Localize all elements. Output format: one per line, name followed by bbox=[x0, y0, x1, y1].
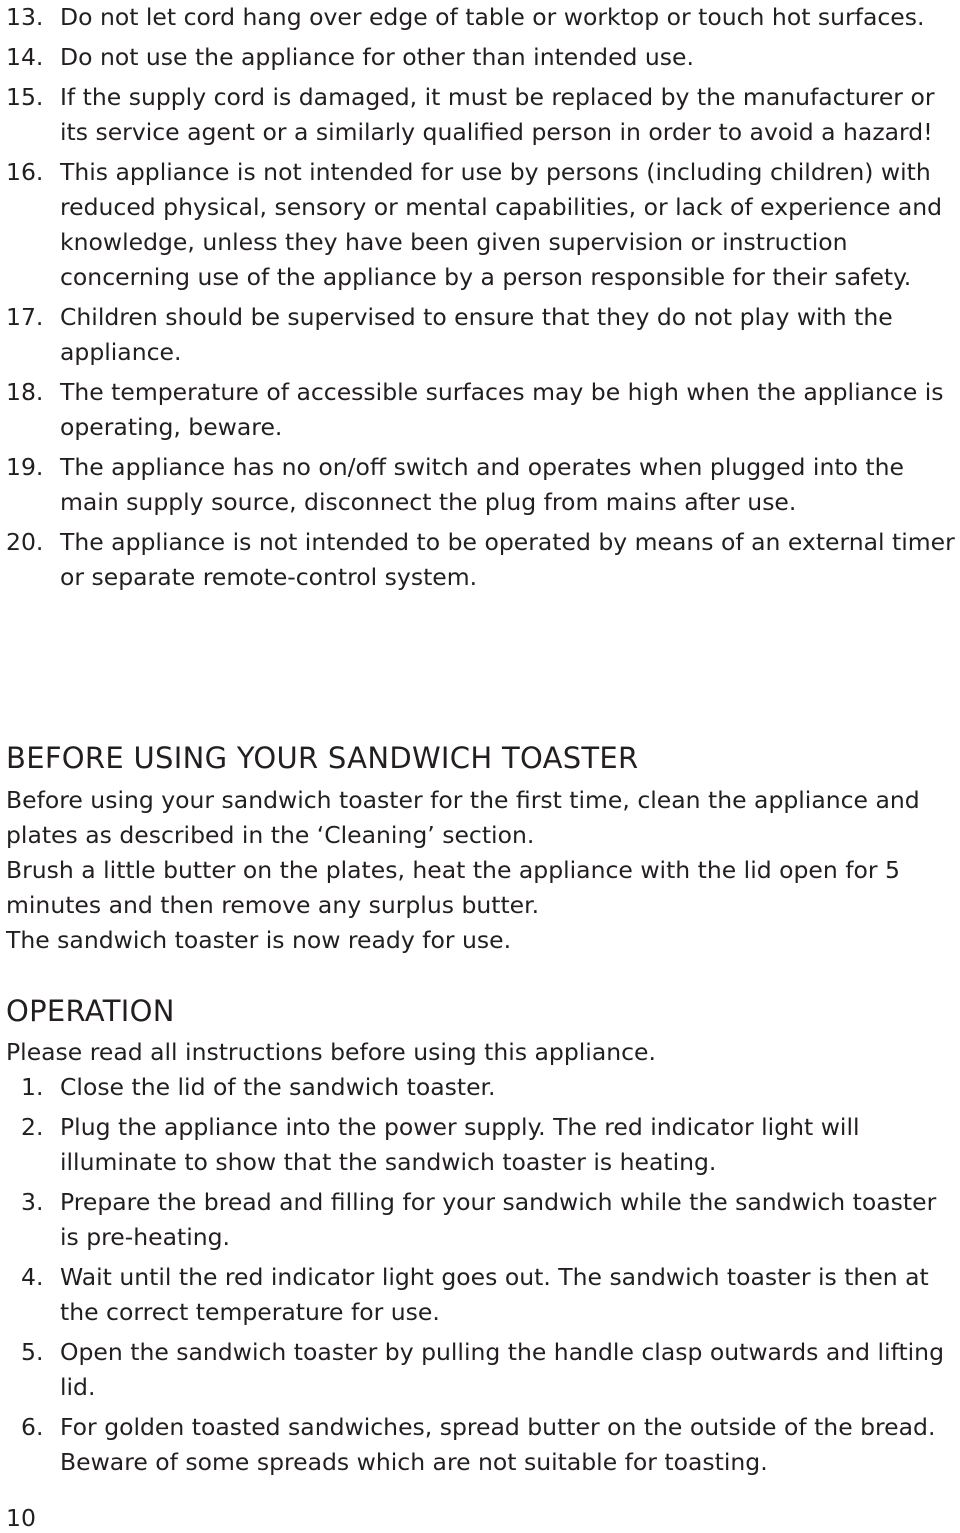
item-text: If the supply cord is damaged, it must be replaced by the manufacturer or its service agent or a similarly qualified person in order to avoid a hazard! bbox=[60, 83, 935, 146]
item-number: 15. bbox=[6, 83, 44, 111]
step-number: 5. bbox=[21, 1338, 44, 1366]
list-item bbox=[6, 155, 956, 295]
before-using-section bbox=[6, 783, 956, 958]
list-item bbox=[6, 525, 956, 595]
item-number: 19. bbox=[6, 453, 44, 481]
item-text: Do not use the appliance for other than intended use. bbox=[60, 43, 694, 71]
item-text: Do not let cord hang over edge of table or worktop or touch hot surfaces. bbox=[60, 3, 925, 31]
list-item bbox=[6, 1070, 956, 1105]
item-text: Children should be supervised to ensure that they do not play with the appliance. bbox=[60, 303, 893, 366]
paragraph: Brush a little butter on the plates, heat the appliance with the lid open for 5 minutes and then remove any surplus butter. bbox=[6, 856, 900, 919]
list-item bbox=[6, 80, 956, 150]
safety-instructions-list bbox=[6, 0, 956, 600]
list-item bbox=[6, 450, 956, 520]
operation-heading: OPERATION bbox=[6, 994, 175, 1028]
list-item bbox=[6, 1335, 956, 1405]
item-number: 13. bbox=[6, 3, 44, 31]
item-number: 14. bbox=[6, 43, 44, 71]
step-text: Prepare the bread and filling for your sandwich while the sandwich toaster is pre-heating. bbox=[60, 1188, 937, 1251]
paragraph: Before using your sandwich toaster for the first time, clean the appliance and plates as described in the ‘Cleaning’ section. bbox=[6, 786, 920, 849]
list-item bbox=[6, 40, 956, 75]
operation-intro-block bbox=[6, 1035, 956, 1070]
list-item bbox=[6, 0, 956, 35]
step-number: 3. bbox=[21, 1188, 44, 1216]
before-using-heading: BEFORE USING YOUR SANDWICH TOASTER bbox=[6, 741, 639, 775]
item-text: The appliance has no on/off switch and operates when plugged into the main supply source, disconnect the plug from mains after use. bbox=[60, 453, 904, 516]
item-text: The appliance is not intended to be operated by means of an external timer or separate remote-control system. bbox=[60, 528, 955, 591]
step-text: For golden toasted sandwiches, spread butter on the outside of the bread. Beware of some spreads which are not suitable for toasting. bbox=[60, 1413, 936, 1476]
list-item bbox=[6, 1260, 956, 1330]
item-number: 16. bbox=[6, 158, 44, 186]
paragraph: The sandwich toaster is now ready for use. bbox=[6, 926, 512, 954]
step-text: Close the lid of the sandwich toaster. bbox=[60, 1073, 496, 1101]
step-text: Plug the appliance into the power supply. The red indicator light will illuminate to show that the sandwich toaster is heating. bbox=[60, 1113, 860, 1176]
page-number: 10 bbox=[6, 1504, 36, 1532]
step-text: Wait until the red indicator light goes out. The sandwich toaster is then at the correct temperature for use. bbox=[60, 1263, 929, 1326]
list-item bbox=[6, 1110, 956, 1180]
item-number: 20. bbox=[6, 528, 44, 556]
step-number: 6. bbox=[21, 1413, 44, 1441]
item-text: This appliance is not intended for use by persons (including children) with reduced physical, sensory or mental capabilities, or lack of experience and knowledge, unless they have been given supervision or instruction concerning use of the appliance by a person responsible for their safety. bbox=[60, 158, 943, 291]
list-item bbox=[6, 300, 956, 370]
operation-intro: Please read all instructions before using this appliance. bbox=[6, 1038, 656, 1066]
list-item bbox=[6, 1185, 956, 1255]
step-number: 2. bbox=[21, 1113, 44, 1141]
step-number: 4. bbox=[21, 1263, 44, 1291]
item-text: The temperature of accessible surfaces may be high when the appliance is operating, beware. bbox=[60, 378, 944, 441]
item-number: 18. bbox=[6, 378, 44, 406]
operation-steps-list bbox=[6, 1070, 956, 1485]
list-item bbox=[6, 375, 956, 445]
item-number: 17. bbox=[6, 303, 44, 331]
list-item bbox=[6, 1410, 956, 1480]
step-text: Open the sandwich toaster by pulling the handle clasp outwards and lifting lid. bbox=[60, 1338, 944, 1401]
step-number: 1. bbox=[21, 1073, 44, 1101]
